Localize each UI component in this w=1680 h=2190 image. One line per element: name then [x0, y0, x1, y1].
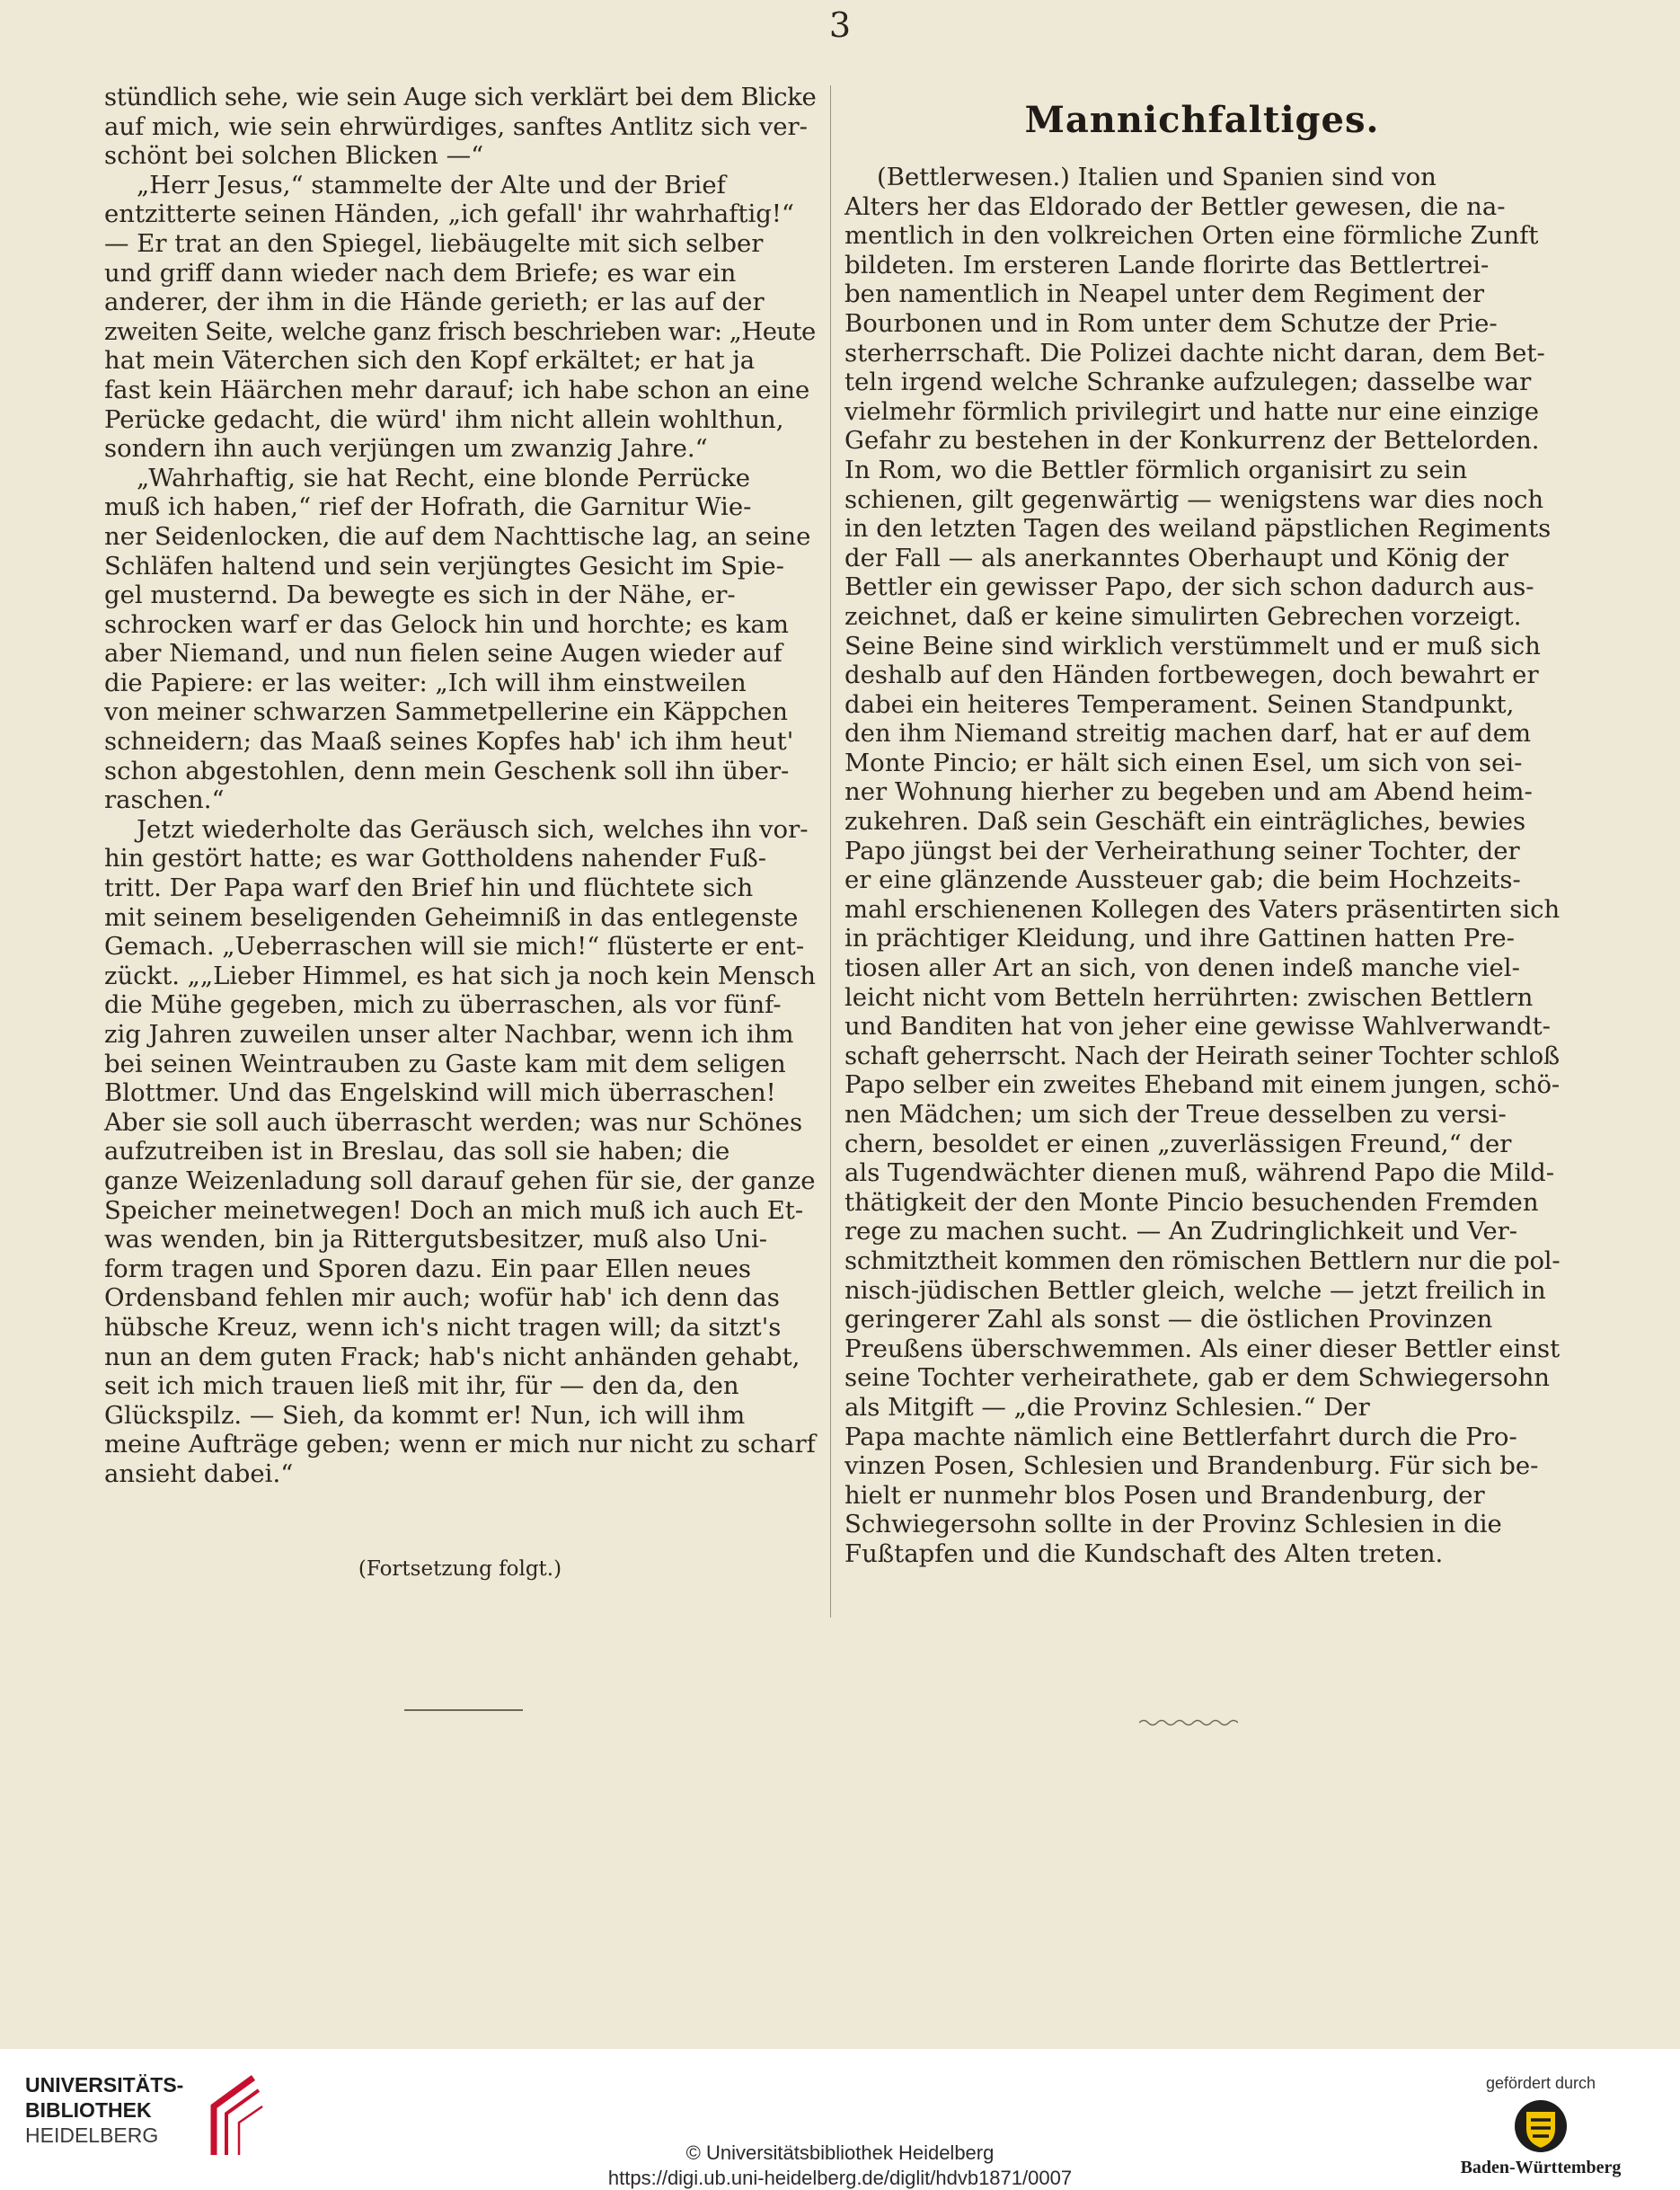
text-line: Ordensband fehlen mir auch; wofür hab' ich denn das — [104, 1283, 780, 1313]
text-line: Blottmer. Und das Engelskind will mich überraschen! — [104, 1078, 776, 1108]
text-line: hielt er nunmehr blos Posen und Brandenburg, der — [844, 1480, 1485, 1510]
library-name-line2: BIBLIOTHEK — [25, 2098, 152, 2122]
text-line: Gefahr zu bestehen in der Konkurrenz der Bettelorden. — [844, 426, 1540, 456]
text-line: hin gestört hatte; es war Gottholdens nahender Fuß- — [104, 844, 767, 873]
text-line: mit seinem beseligenden Geheimniß in das entlegenste — [104, 902, 799, 932]
text-line: tiosen aller Art an sich, von denen indeß manche viel- — [844, 953, 1520, 983]
text-line: ben namentlich in Neapel unter dem Regiment der — [844, 279, 1484, 309]
text-line: hübsche Kreuz, wenn ich's nicht tragen will; da sitzt's — [104, 1312, 782, 1342]
text-line: ner Seidenlocken, die auf dem Nachttische lag, an seine — [104, 521, 811, 551]
text-line: anderer, der ihm in die Hände gerieth; er las auf der — [104, 288, 765, 317]
text-line: bildeten. Im ersteren Lande florirte das Bettlertrei- — [844, 250, 1490, 279]
text-line: teln irgend welche Schranke aufzulegen; dasselbe war — [844, 368, 1532, 397]
text-line: dabei ein heiteres Temperament. Seinen Standpunkt, — [844, 689, 1515, 719]
text-line: geringerer Zahl als sonst — die östlichen Provinzen — [844, 1305, 1493, 1334]
text-line: fast kein Häärchen mehr darauf; ich habe schon an eine — [104, 375, 810, 404]
text-line: Alters her das Eldorado der Bettler gewesen, die na- — [844, 191, 1506, 221]
text-line: nun an dem guten Frack; hab's nicht anhänden gehabt, — [104, 1342, 800, 1371]
text-line: Papo selber ein zweites Eheband mit einem jungen, schö- — [844, 1070, 1561, 1100]
text-line: seit ich mich trauen ließ mit ihr, für — den da, den — [104, 1371, 739, 1401]
library-name-line3: HEIDELBERG — [25, 2124, 159, 2147]
text-line: leicht nicht vom Betteln herrührten: zwischen Bettlern — [844, 982, 1534, 1012]
text-line: deshalb auf den Händen fortbewegen, doch bewahrt er — [844, 661, 1539, 690]
text-line: Papo jüngst bei der Verheirathung seiner Tochter, der — [844, 836, 1520, 865]
text-line: bei seinen Weintrauben zu Gaste kam mit dem seligen — [104, 1049, 786, 1078]
text-line: er eine glänzende Aussteuer gab; die beim Hochzeits- — [844, 865, 1521, 895]
text-line: meine Aufträge geben; wenn er mich nur nicht zu scharf — [104, 1430, 816, 1459]
text-line: Preußens überschwemmen. Als einer dieser Bettler einst — [844, 1334, 1561, 1363]
page-number: 3 — [828, 5, 852, 45]
text-line: Schwiegersohn sollte in der Provinz Schlesien in die — [844, 1510, 1502, 1539]
text-line: ner Wohnung hierher zu begeben und am Abend heim- — [844, 777, 1533, 807]
text-line: zukehren. Daß sein Geschäft ein einträgliches, bewies — [844, 807, 1526, 837]
text-line: Monte Pincio; er hält sich einen Esel, um sich von sei- — [844, 748, 1523, 777]
text-line: mentlich in den volkreichen Orten eine förmliche Zunft — [844, 221, 1539, 251]
left-column-text — [104, 83, 816, 1489]
text-line: vinzen Posen, Schlesien und Brandenburg. Für sich be- — [844, 1451, 1539, 1481]
text-line: Glückspilz. — Sieh, da kommt er! Nun, ich will ihm — [104, 1400, 746, 1430]
text-line: und Banditen hat von jeher eine gewisse Wahlverwandt- — [844, 1012, 1551, 1042]
text-line: chern, besoldet er einen „zuverlässigen Freund,“ der — [844, 1129, 1512, 1158]
text-line: Bourbonen und in Rom unter dem Schutze der Prie- — [844, 308, 1498, 338]
text-line: den ihm Niemand streitig machen darf, hat er auf dem — [844, 719, 1532, 749]
text-line: schon abgestohlen, denn mein Geschenk soll ihn über- — [104, 756, 790, 785]
text-line: Speicher meinetwegen! Doch an mich muß ich auch Et- — [104, 1195, 804, 1225]
text-line: entzitterte seinen Händen, „ich gefall' ihr wahrhaftig!“ — [104, 199, 794, 229]
text-line: aber Niemand, und nun fielen seine Augen wieder auf — [104, 639, 783, 669]
text-line: zeichnet, daß er keine simulirten Gebrechen vorzeigt. — [844, 601, 1522, 631]
text-line: und griff dann wieder nach dem Briefe; es war ein — [104, 258, 737, 288]
section-heading: Mannichfaltiges. — [1024, 99, 1380, 141]
text-line: in prächtiger Kleidung, und ihre Gattinen hatten Pre- — [844, 924, 1515, 953]
text-line: auf mich, wie sein ehrwürdiges, sanftes Antlitz sich ver- — [104, 111, 808, 141]
text-line: Bettler ein gewisser Papo, der sich schon dadurch aus- — [844, 572, 1534, 602]
text-line: als Mitgift — „die Provinz Schlesien.“ Der — [844, 1392, 1370, 1422]
text-line: mahl erschienenen Kollegen des Vaters präsentirten sich — [844, 894, 1561, 924]
text-line: schrocken warf er das Gelock hin und horchte; es kam — [104, 609, 789, 639]
text-line: in den letzten Tagen des weiland päpstlichen Regiments — [844, 514, 1552, 544]
text-line: ansieht dabei.“ — [104, 1459, 294, 1488]
text-line: „Wahrhaftig, sie hat Recht, eine blonde Perrücke — [137, 463, 751, 492]
text-line: zig Jahren zuweilen unser alter Nachbar, wenn ich ihm — [104, 1020, 794, 1049]
text-line: aufzutreiben ist in Breslau, das soll sie haben; die — [104, 1137, 730, 1166]
text-line: schneidern; das Maaß seines Kopfes hab' ich ihm heut' — [104, 727, 794, 757]
right-column-text — [844, 163, 1560, 1569]
column-divider — [830, 85, 831, 1618]
text-line: ganze Weizenladung soll darauf gehen für sie, der ganze — [104, 1166, 816, 1195]
text-line: form tragen und Sporen dazu. Ein paar Ellen neues — [104, 1254, 752, 1283]
text-line: als Tugendwächter dienen muß, während Papo die Mild- — [844, 1158, 1555, 1188]
text-line: nen Mädchen; um sich der Treue desselben zu versi- — [844, 1100, 1507, 1129]
text-line: sondern ihn auch verjüngen um zwanzig Jahre.“ — [104, 434, 708, 464]
text-line: sterherrschaft. Die Polizei dachte nicht daran, dem Bet- — [844, 338, 1545, 368]
text-line: schienen, gilt gegenwärtig — wenigstens war dies noch — [844, 484, 1544, 514]
text-line: raschen.“ — [104, 785, 225, 815]
text-line: Gemach. „Ueberraschen will sie mich!“ flüsterte er ent- — [104, 932, 805, 962]
text-line: (Bettlerwesen.) Italien und Spanien sind von — [877, 163, 1437, 191]
text-line: muß ich haben,“ rief der Hofrath, die Garnitur Wie- — [104, 492, 752, 522]
text-line: — Er trat an den Spiegel, liebäugelte mit sich selber — [104, 228, 764, 258]
text-line: „Herr Jesus,“ stammelte der Alte und der Brief — [137, 170, 726, 199]
text-line: zückt. „„Lieber Himmel, es hat sich ja noch kein Mensch — [104, 961, 817, 990]
text-line: Papa machte nämlich eine Bettlerfahrt durch die Pro- — [844, 1422, 1517, 1451]
text-line: Perücke gedacht, die würd' ihm nicht allein wohlthun, — [104, 404, 784, 434]
text-line: Seine Beine sind wirklich verstümmelt und er muß sich — [844, 631, 1541, 661]
text-line: Schläfen haltend und sein verjüngtes Gesicht im Spie- — [104, 551, 784, 581]
sponsor-label: gefördert durch — [1485, 2074, 1596, 2092]
text-line: seine Tochter verheirathete, gab er dem Schwiegersohn — [844, 1363, 1550, 1393]
text-line: was wenden, bin ja Rittergutsbesitzer, muß also Uni- — [104, 1225, 768, 1255]
text-line: Fußtapfen und die Kundschaft des Alten treten. — [844, 1538, 1444, 1568]
sponsor-block — [1437, 2074, 1644, 2178]
text-line: In Rom, wo die Bettler förmlich organisirt zu sein — [844, 455, 1468, 484]
copyright-notice: © Universitätsbibliothek Heidelberg — [685, 2141, 995, 2164]
library-name-line1: UNIVERSITÄTS- — [25, 2073, 184, 2097]
coat-of-arms-icon — [1513, 2098, 1569, 2154]
text-line: Aber sie soll auch überrascht werden; was nur Schönes — [104, 1107, 803, 1137]
text-line: die Papiere: er las weiter: „Ich will ihm einstweilen — [104, 668, 747, 697]
text-line: zweiten Seite, welche ganz frisch beschrieben war: „Heute — [104, 316, 816, 346]
text-line: die Mühe gegeben, mich zu überraschen, als vor fünf- — [104, 990, 782, 1020]
separator-rule — [404, 1709, 523, 1711]
text-line: Jetzt wiederholte das Geräusch sich, welches ihn vor- — [137, 814, 809, 844]
text-line: vielmehr förmlich privilegirt und hatte nur eine einzige — [844, 396, 1540, 426]
text-line: thätigkeit der den Monte Pincio besuchenden Fremden — [844, 1187, 1539, 1217]
text-line: von meiner schwarzen Sammetpellerine ein Käppchen — [104, 697, 788, 727]
text-line: schmitztheit kommen den römischen Bettlern nur die pol- — [844, 1246, 1561, 1275]
text-line: schaft geherrscht. Nach der Heirath seiner Tochter schloß — [844, 1041, 1560, 1070]
permalink[interactable]: https://digi.ub.uni-heidelberg.de/diglit/hdvb1871/0007 — [607, 2167, 1073, 2189]
text-line: schönt bei solchen Blicken —“ — [104, 141, 484, 171]
text-line: rege zu machen sucht. — An Zudringlichkeit und Ver- — [844, 1217, 1518, 1246]
sponsor-name: Baden-Württemberg — [1460, 2158, 1622, 2177]
continuation-note: (Fortsetzung folgt.) — [358, 1557, 562, 1581]
text-line: hat mein Väterchen sich den Kopf erkältet; er hat ja — [104, 346, 756, 376]
text-line: tritt. Der Papa warf den Brief hin und flüchtete sich — [104, 873, 754, 903]
text-line: gel musternd. Da bewegte es sich in der Nähe, er- — [104, 581, 736, 610]
text-line: nisch-jüdischen Bettler gleich, welche — jetzt freilich in — [844, 1275, 1546, 1305]
squiggle-divider — [1139, 1718, 1238, 1727]
text-line: stündlich sehe, wie sein Auge sich verklärt bei dem Blicke — [104, 83, 817, 111]
text-line: der Fall — als anerkanntes Oberhaupt und König der — [844, 543, 1508, 572]
